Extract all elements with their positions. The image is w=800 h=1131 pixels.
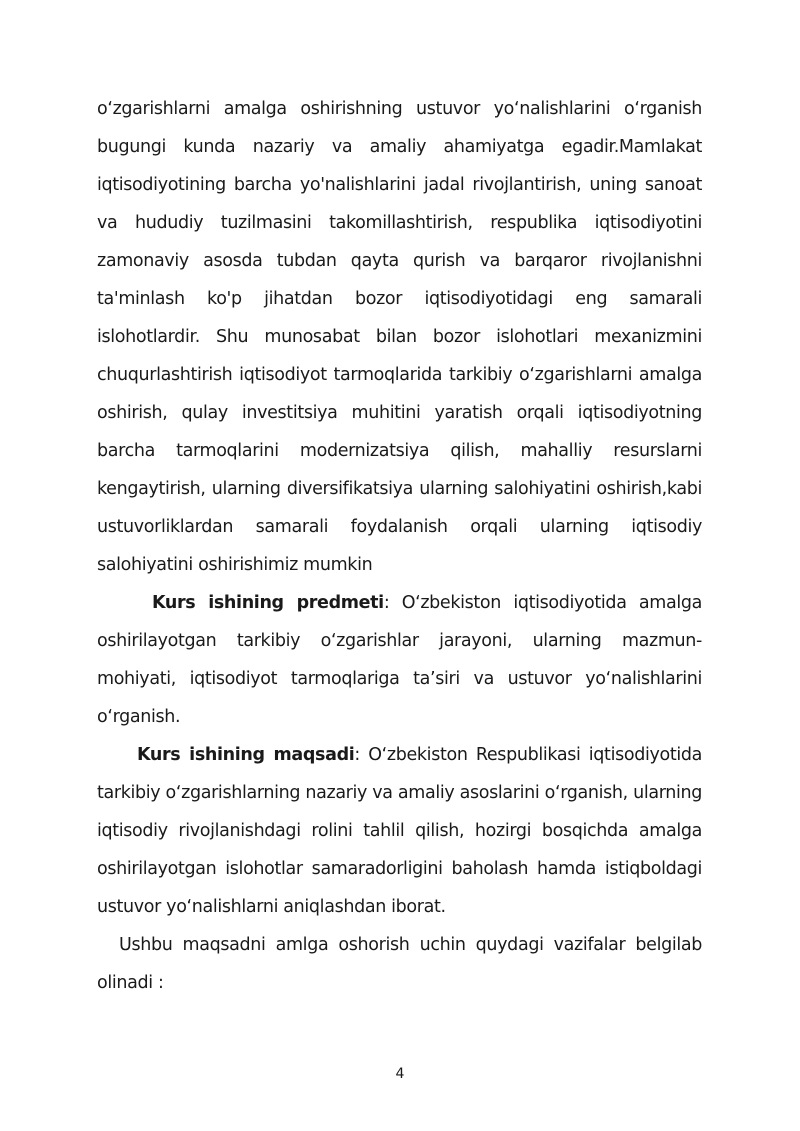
subject-text: : O‘zbekiston iqtisodiyotida amalga oshirilayotgan tarkibiy o‘zgarishlar jarayoni, ularning mazmun-mohiyati, iqtisodiyot tarmoqlariga ta’siri va ustuvor yo‘nalishlarini o‘rganish. [97, 593, 702, 727]
page-number: 4 [395, 1066, 405, 1082]
subject-paragraph [97, 584, 702, 736]
tasks-intro-paragraph: Ushbu maqsadni amlga oshorish uchin quydagi vazifalar belgilab olinadi : [97, 935, 702, 993]
document-page [97, 90, 702, 1002]
intro-paragraph: o‘zgarishlarni amalga oshirishning ustuvor yo‘nalishlarini o‘rganish bugungi kunda nazariy va amaliy ahamiyatga egadir.Mamlakat iqtisodiyotining barcha yo'nalishlarini jadal rivojlantirish, uning sanoat va hududiy tuzilmasini takomillashtirish, respublika iqtisodiyotini zamonaviy asosda tubdan qayta qurish va barqaror rivojlanishni ta'minlash ko'p jihatdan bozor iqtisodiyotidagi eng samarali islohotlardir. Shu munosabat bilan bozor islohotlari mexanizmini chuqurlashtirish iqtisodiyot tarmoqlarida tarkibiy o‘zgarishlarni amalga oshirish, qulay investitsiya muhitini yaratish orqali iqtisodiyotning barcha tarmoqlarini modernizatsiya qilish, mahalliy resurslarni kengaytirish, ularning diversifikatsiya ularning salohiyatini oshirish,kabi ustuvorliklardan samarali foydalanish orqali ularning iqtisodiy salohiyatini oshirishimiz mumkin [97, 99, 702, 575]
goal-label: Kurs ishining maqsadi [137, 745, 355, 765]
subject-label: Kurs ishining predmeti [152, 593, 384, 613]
goal-text: : O‘zbekiston Respublikasi iqtisodiyotida tarkibiy o‘zgarishlarning nazariy va amaliy asoslarini o‘rganish, ularning iqtisodiy rivojlanishdagi rolini tahlil qilish, hozirgi bosqichda amalga oshirilayotgan islohotlar samaradorligini baholash hamda istiqboldagi ustuvor yo‘nalishlarni aniqlashdan iborat. [97, 745, 702, 917]
goal-paragraph [97, 736, 702, 926]
